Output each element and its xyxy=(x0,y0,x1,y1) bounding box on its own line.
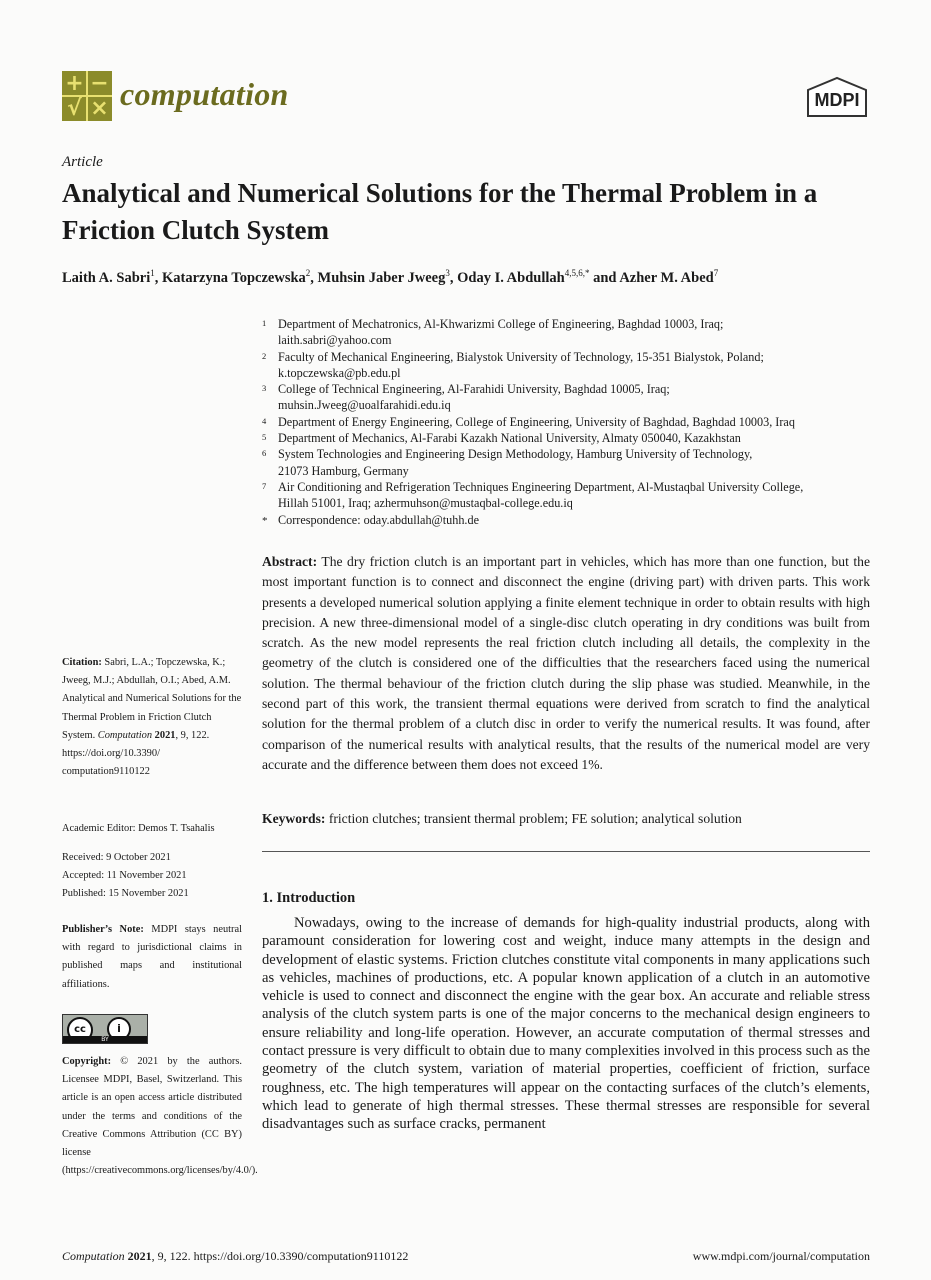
author-affil: 3 xyxy=(445,268,450,278)
intro-paragraph: Nowadays, owing to the increase of demands for high-quality industrial products, along with paramount consideration for lowering cost and weight, induce many attempts in the design and development of elastic systems. Friction clutches constitute vital components in many applications such as vehicles, machines of productions, etc. A popular known application of a clutch in an automotive vehicle is used to connect and disconnect the engine with the gear box. An accurate and reliable stress analysis of the clutch system parts is one of the major concerns to the mechanical design engineers to ensure reliability and long-life operation. However, an accurate computation of thermal stresses and contact pressure is very difficult to obtain due to many complexities involved in this process such as the geometry of the clutch system, variation of material properties, coefficient of friction, surface roughness, etc. The high temperatures will appear on the contacting surfaces of the clutch’s elements, which lead to generate of high thermal stresses. These thermal stresses are responsible for several disadvantages such as surface cracks, permanent xyxy=(262,915,870,1133)
author-affil: 1 xyxy=(150,268,155,278)
affiliation-text: Department of Mechanics, Al-Farabi Kazakh National University, Almaty 050040, Kazakhstan xyxy=(278,431,741,446)
author-name: Muhsin Jaber Jweeg xyxy=(317,269,446,286)
mdpi-logo xyxy=(804,76,870,120)
affiliation-item xyxy=(262,479,882,512)
minus-icon: − xyxy=(90,71,109,96)
copyright-text: © 2021 by the authors. Licensee MDPI, Basel, Switzerland. This article is an open access article distributed under the terms and conditions of the Creative Commons Attribution (CC BY) license (https://creativecommons.org/licenses/by/4.0/). xyxy=(62,1056,258,1177)
citation-text: Sabri, L.A.; Topczewska, K.; Jweeg, M.J.; Abdullah, O.I.; Abed, A.M. Analytical and Numerical Solutions for the Thermal Problem in Friction Clutch System. xyxy=(62,657,242,741)
keywords-text: friction clutches; transient thermal problem; FE solution; analytical solution xyxy=(325,811,742,826)
affiliation-text: Faculty of Mechanical Engineering, Bialystok University of Technology, 15-351 Bialystok, Poland; xyxy=(278,349,764,364)
plus-icon: + xyxy=(65,71,84,96)
affiliation-email[interactable]: Hillah 51001, Iraq; azhermuhson@mustaqbal-college.edu.iq xyxy=(278,496,573,511)
footer-journal: Computation xyxy=(62,1249,125,1263)
affiliation-email[interactable]: laith.sabri@yahoo.com xyxy=(278,333,392,348)
affiliation-item xyxy=(262,349,882,382)
keywords-label: Keywords: xyxy=(262,811,326,826)
affiliation-number: * xyxy=(262,514,268,527)
citation-block xyxy=(62,654,242,781)
author-affil: 7 xyxy=(713,268,719,278)
affiliation-text: Department of Mechatronics, Al-Khwarizmi College of Engineering, Baghdad 10003, Iraq; xyxy=(278,317,724,331)
copyright-label: Copyright: xyxy=(62,1056,112,1067)
affiliation-number: 7 xyxy=(262,480,267,491)
received-date: Received: 9 October 2021 xyxy=(62,852,171,863)
footer-citation xyxy=(62,1249,408,1264)
affiliation-item xyxy=(262,430,882,446)
affiliation-list xyxy=(262,316,882,528)
publisher-name: MDPI xyxy=(814,90,860,110)
author-affil: 4,5,6,* xyxy=(564,268,590,278)
correspondence-item xyxy=(262,512,882,528)
affiliation-item xyxy=(262,446,882,479)
publisher-note-label: Publisher’s Note: xyxy=(62,924,144,935)
cc-icon: cc xyxy=(67,1017,93,1043)
cc-by-license-badge[interactable] xyxy=(62,1014,148,1044)
section-divider xyxy=(262,851,870,852)
abstract-label: Abstract: xyxy=(262,554,318,569)
footer-doi[interactable]: , 9, 122. https://doi.org/10.3390/computation9110122 xyxy=(151,1249,409,1263)
affiliation-item xyxy=(262,316,882,349)
publisher-note-text: MDPI stays neutral with regard to jurisdictional claims in published maps and institutional affiliations. xyxy=(62,924,243,990)
citation-journal: Computation xyxy=(97,729,153,741)
copyright-block xyxy=(62,1053,258,1180)
affiliation-text-cont: 21073 Hamburg, Germany xyxy=(278,463,409,478)
affiliation-number: 4 xyxy=(262,415,267,426)
author-list xyxy=(62,268,892,287)
author-name: Laith A. Sabri xyxy=(62,269,151,286)
by-label: BY xyxy=(63,1036,147,1043)
footer-year: 2021 xyxy=(124,1249,152,1263)
publisher-note xyxy=(62,921,242,994)
abstract xyxy=(262,552,870,775)
affiliation-number: 2 xyxy=(262,350,267,361)
affiliation-number: 3 xyxy=(262,383,267,394)
citation-label: Citation: xyxy=(62,657,102,668)
author-affil: 2 xyxy=(305,268,311,278)
affiliation-text: System Technologies and Engineering Design Methodology, Hamburg University of Technology, xyxy=(278,447,753,462)
author-name: Oday I. Abdullah xyxy=(457,269,565,286)
affiliation-email[interactable]: k.topczewska@pb.edu.pl xyxy=(278,365,401,380)
author-name: Katarzyna Topczewska xyxy=(161,269,306,286)
published-date: Published: 15 November 2021 xyxy=(62,888,189,900)
affiliation-text: Department of Energy Engineering, College of Engineering, University of Baghdad, Baghdad 10003, Iraq xyxy=(278,414,795,429)
affiliation-item xyxy=(262,414,882,430)
accepted-date: Accepted: 11 November 2021 xyxy=(62,870,187,882)
times-icon: × xyxy=(90,96,109,121)
author-sep: , xyxy=(310,269,318,286)
affiliation-number: 6 xyxy=(262,448,267,459)
author-sep: , xyxy=(449,269,458,286)
abstract-text: The dry friction clutch is an important part in vehicles, which has more than one function, but the most important function is to connect and disconnect the engine (driving part) with driven parts. This work presents a developed numerical solution applying a finite element technique in order to obtain results with high precision. A new three-dimensional model of a single-disc clutch operating in dry conditions was built from scratch. As the new model represents the real friction clutch including all details, the complexity in the geometry of the clutch is considered one of the difficulties that the researchers faced using the numerical solution. The thermal behaviour of the friction clutch during the slip phase was studied. Meanwhile, in the second part of this work, the transient thermal equations were derived from scratch to find the analytical solution for the thermal problem of a clutch disc in order to verify the numerical results. It was found, after comparison of the numerical results with analytical results, that the results of the numerical model are very accurate and the difference between them does not exceed 1%. xyxy=(262,554,870,772)
section-heading: 1. Introduction xyxy=(262,890,356,906)
correspondence-text[interactable]: Correspondence: oday.abdullah@tuhh.de xyxy=(278,512,479,527)
citation-doi[interactable]: , 9, 122. https://doi.org/10.3390/ computation9110122 xyxy=(62,729,210,778)
page-title: Analytical and Numerical Solutions for the Thermal Problem in a Friction Clutch System xyxy=(62,178,818,245)
affiliation-item xyxy=(262,381,882,414)
academic-editor: Academic Editor: Demos T. Tsahalis xyxy=(62,823,215,834)
person-icon: i xyxy=(107,1017,131,1041)
affiliation-text: Air Conditioning and Refrigeration Techniques Engineering Department, Al-Mustaqbal University College, xyxy=(278,479,804,494)
affiliation-text: College of Technical Engineering, Al-Farahidi University, Baghdad 10005, Iraq; xyxy=(278,382,670,397)
affiliation-number: 5 xyxy=(262,432,267,443)
footer-url[interactable]: www.mdpi.com/journal/computation xyxy=(692,1249,870,1263)
sqrt-icon: √ xyxy=(67,96,82,121)
keywords xyxy=(262,811,870,827)
affiliation-number: 1 xyxy=(262,318,267,328)
dates-block xyxy=(62,849,242,904)
journal-name: computation xyxy=(120,76,289,112)
author-name: Azher M. Abed xyxy=(619,269,714,286)
author-sep: , xyxy=(154,269,162,286)
journal-logo xyxy=(62,71,112,121)
affiliation-email[interactable]: muhsin.Jweeg@uoalfarahidi.edu.iq xyxy=(278,398,451,413)
citation-year: 2021 xyxy=(152,729,176,741)
author-sep: and xyxy=(589,269,620,286)
article-type: Article xyxy=(62,154,103,170)
